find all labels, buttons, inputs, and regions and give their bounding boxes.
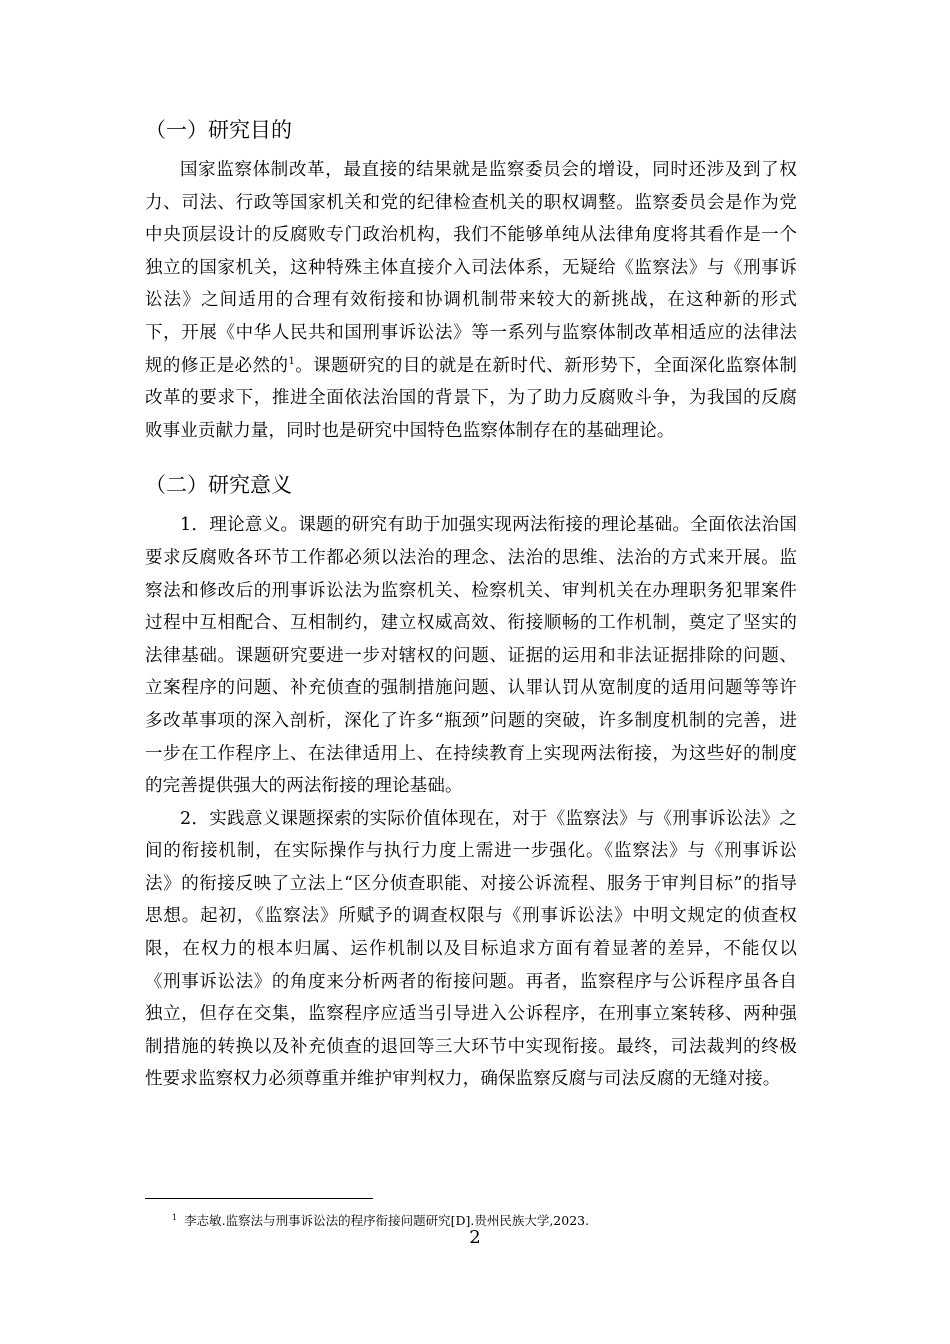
paragraph-text: 。课题研究的目的就是在新时代、新形势下，全面深化监察体制改革的要求下，推进全面依法治国的背景下，为了助力反腐败斗争，为我国的反腐败事业贡献力量，同时也是研究中国特色监察体制存在的基础理论。: [145, 355, 798, 441]
paragraph-research-purpose: [145, 154, 797, 447]
footnote-marker: 1: [172, 1213, 178, 1222]
footnote-divider: [145, 1198, 373, 1199]
page-number: 2: [469, 1227, 481, 1248]
section-heading-research-significance: （二）研究意义: [145, 473, 292, 498]
paragraph-practical-significance: 2．实践意义课题探索的实际价值体现在，对于《监察法》与《刑事诉讼法》之间的衔接机制，在实际操作与执行力度上需进一步强化。《监察法》与《刑事诉讼法》的衔接反映了立法上“区分侦查职能、对接公诉流程、服务于审判目标”的指导思想。起初，《监察法》所赋予的调查权限与《刑事诉讼法》中明文规定的侦查权限，在权力的根本归属、运作机制以及目标追求方面有着显著的差异，不能仅以《刑事诉讼法》的角度来分析两者的衔接问题。再者，监察程序与公诉程序虽各自独立，但存在交集，监察程序应适当引导进入公诉程序，在刑事立案转移、两种强制措施的转换以及补充侦查的退回等三大环节中实现衔接。最终，司法裁判的终极性要求监察权力必须尊重并维护审判权力，确保监察反腐与司法反腐的无缝对接。: [145, 808, 797, 1090]
paragraph-theoretical-significance: 1．理论意义。课题的研究有助于加强实现两法衔接的理论基础。全面依法治国要求反腐败各环节工作都必须以法治的理念、法治的思维、法治的方式来开展。监察法和修改后的刑事诉讼法为监察机关、检察机关、审判机关在办理职务犯罪案件过程中互相配合、互相制约，建立权威高效、衔接顺畅的工作机制，奠定了坚实的法律基础。课题研究要进一步对辖权的问题、证据的运用和非法证据排除的问题、立案程序的问题、补充侦查的强制措施问题、认罪认罚从宽制度的适用问题等等许多改革事项的深入剖析，深化了许多“瓶颈”问题的突破，许多制度机制的完善，进一步在工作程序上、在法律适用上、在持续教育上实现两法衔接，为这些好的制度的完善提供强大的两法衔接的理论基础。: [145, 515, 797, 797]
footnote-text: 李志敏.监察法与刑事诉讼法的程序衔接问题研究[D].贵州民族大学,2023.: [184, 1213, 590, 1229]
section-heading-research-purpose: （一）研究目的: [145, 118, 292, 142]
body-content: [145, 112, 797, 1096]
footnote-reference[interactable]: 1: [288, 355, 295, 367]
paragraph-text: 国家监察体制改革，最直接的结果就是监察委员会的增设，同时还涉及到了权力、司法、行政等国家机关和党的纪律检查机关的职权调整。监察委员会是作为党中央顶层设计的反腐败专门政治机构，我们不能够单纯从法律角度将其看作是一个独立的国家机关，这种特殊主体直接介入司法体系，无疑给《监察法》与《刑事诉讼法》之间适用的合理有效衔接和协调机制带来较大的新挑战，在这种新的形式下，开展《中华人民共和国刑事诉讼法》等一系列与监察体制改革相适应的法律法规的修正是必然的: [145, 160, 797, 376]
